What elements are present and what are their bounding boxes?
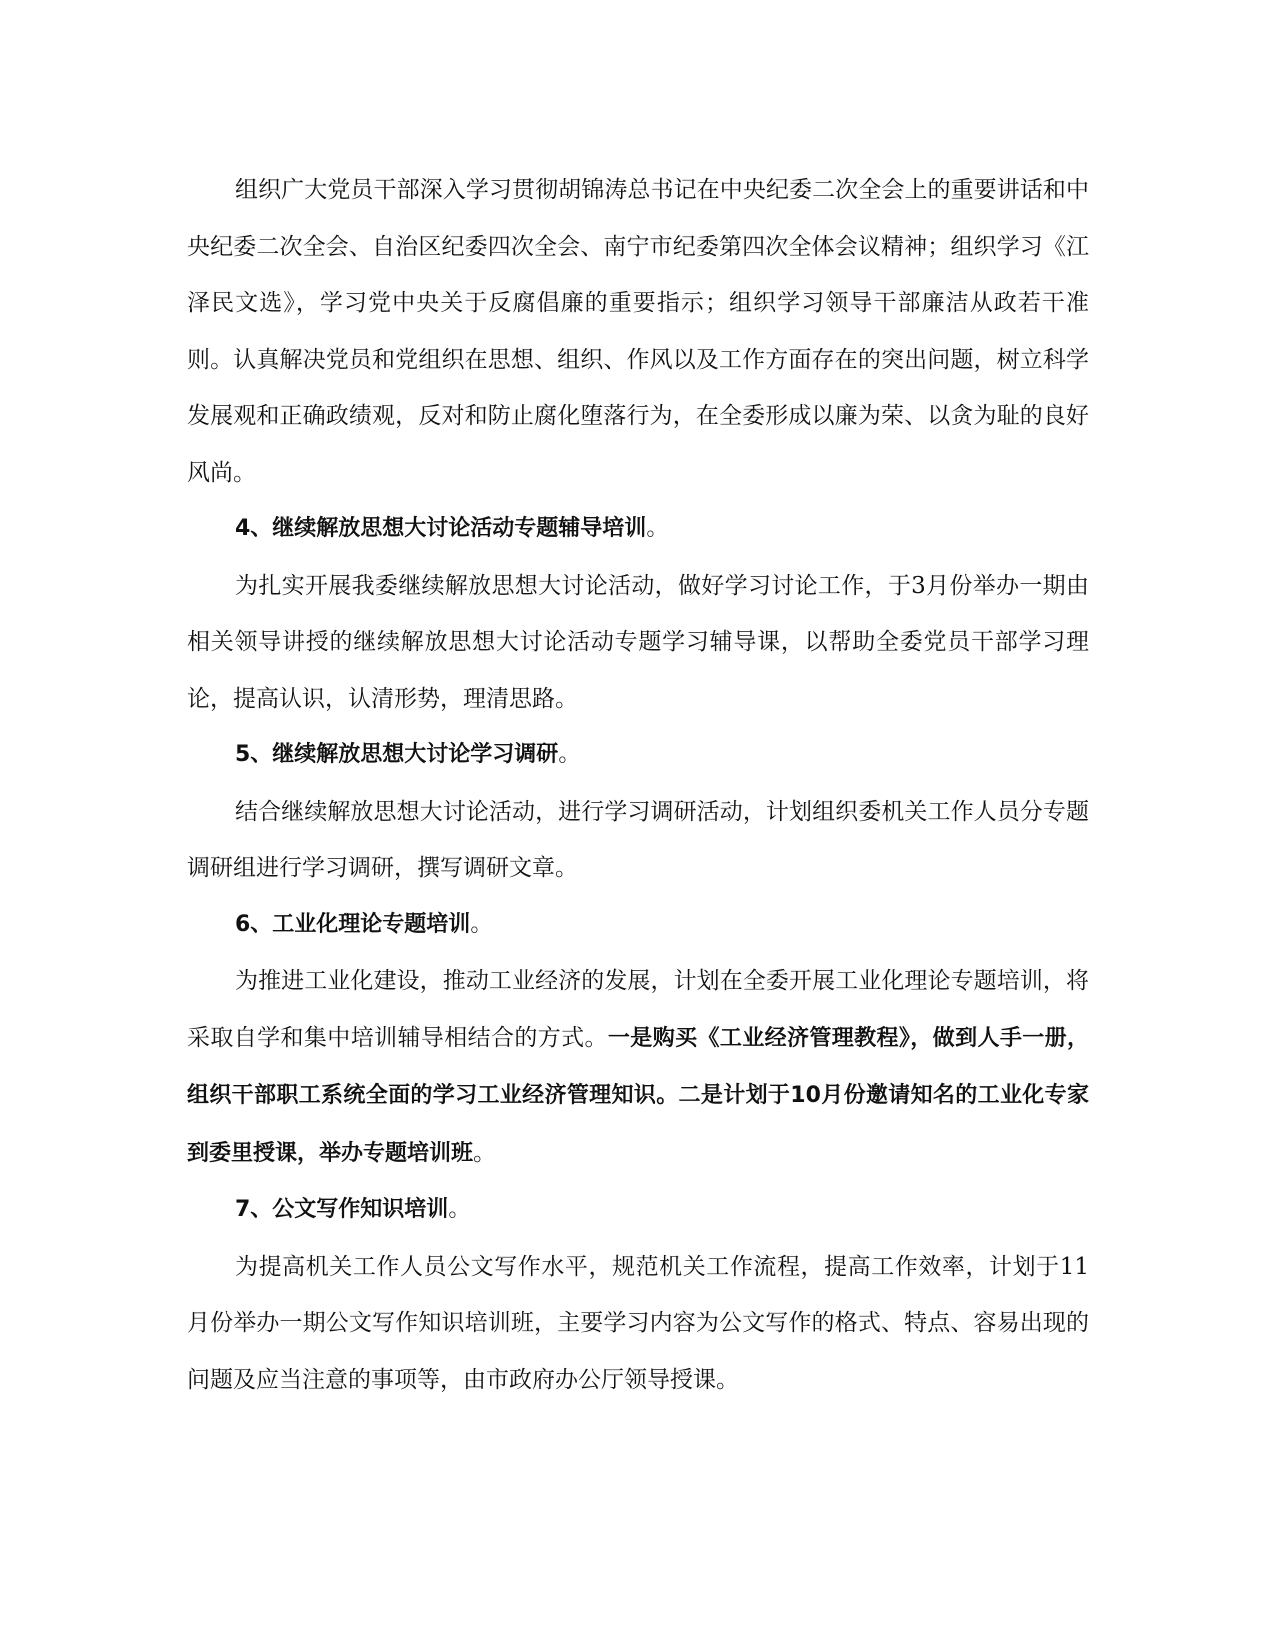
document-body <box>187 162 1089 1408</box>
section-heading-7-text: 7、公文写作知识培训 <box>235 1197 449 1222</box>
paragraph-section-6-bold: 一是购买《工业经济管理教程》，做到人手一册，组织干部职工系统全面的学习工业经济管理知识。二是计划于10月份邀请知名的工业化专家到委里授课，举办专题培训班 <box>187 1025 1089 1166</box>
section-heading-6 <box>187 897 1089 954</box>
paragraph-section-6-plain: 为推进工业化建设，推动工业经济的发展，计划在全委开展工业化理论专题培训，将采取自学和集中培训辅导相结合的方式。 <box>187 968 1089 1051</box>
section-heading-5 <box>187 727 1089 784</box>
paragraph-section-7: 为提高机关工作人员公文写作水平，规范机关工作流程，提高工作效率，计划于11月份举办一期公文写作知识培训班，主要学习内容为公文写作的格式、特点、容易出现的问题及应当注意的事项等，由市政府办公厅领导授课。 <box>187 1253 1089 1393</box>
section-heading-5-text: 5、继续解放思想大讨论学习调研 <box>235 742 559 767</box>
section-heading-7 <box>187 1182 1089 1239</box>
paragraph-section-6 <box>187 953 1089 1182</box>
section-heading-5-stop: 。 <box>558 742 581 767</box>
paragraph-section-5: 结合继续解放思想大讨论活动，进行学习调研活动，计划组织委机关工作人员分专题调研组进行学习调研，撰写调研文章。 <box>187 798 1089 881</box>
section-heading-6-text: 6、工业化理论专题培训 <box>235 911 471 937</box>
section-heading-4-stop: 。 <box>646 516 669 541</box>
section-heading-4-text: 4、继续解放思想大讨论活动专题辅导培训 <box>235 516 647 541</box>
section-heading-4 <box>187 501 1089 558</box>
paragraph-section-4: 为扎实开展我委继续解放思想大讨论活动，做好学习讨论工作，于3月份举办一期由相关领导讲授的继续解放思想大讨论活动专题学习辅导课，以帮助全委党员干部学习理论，提高认识，认清形势，理清思路。 <box>187 572 1089 712</box>
paragraph-section-6-stop: 。 <box>473 1139 497 1166</box>
section-heading-7-stop: 。 <box>448 1197 471 1222</box>
paragraph-study-guidelines: 组织广大党员干部深入学习贯彻胡锦涛总书记在中央纪委二次全会上的重要讲话和中央纪委二次全会、自治区纪委四次全会、南宁市纪委第四次全体会议精神；组织学习《江泽民文选》，学习党中央关于反腐倡廉的重要指示；组织学习领导干部廉洁从政若干准则。认真解决党员和党组织在思想、组织、作风以及工作方面存在的突出问题，树立科学发展观和正确政绩观，反对和防止腐化堕落行为，在全委形成以廉为荣、以贪为耻的良好风尚。 <box>187 177 1089 486</box>
section-heading-6-stop: 。 <box>470 911 493 937</box>
